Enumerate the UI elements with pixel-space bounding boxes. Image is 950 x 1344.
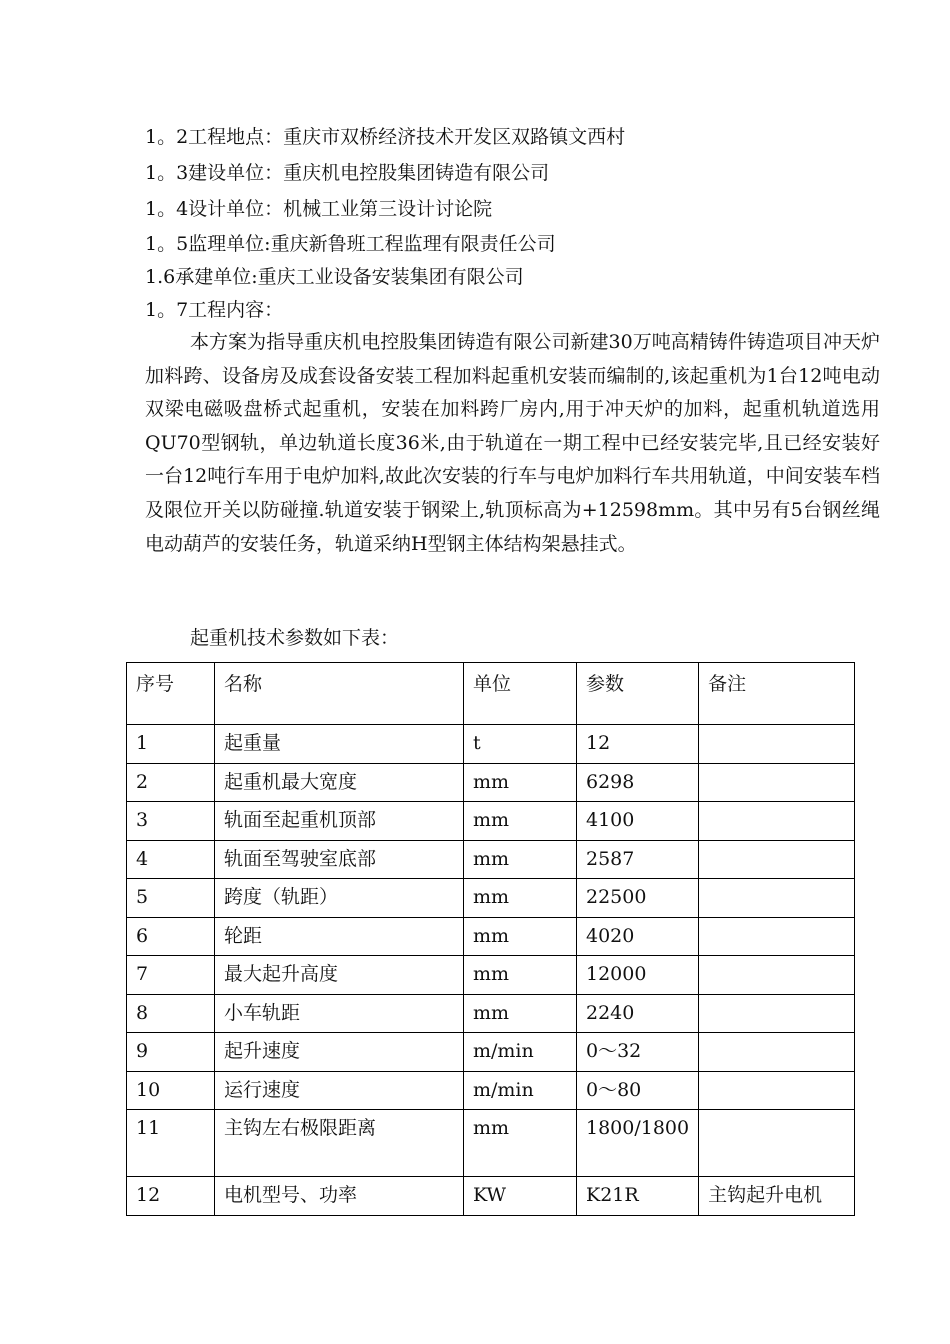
cell-unit: mm	[464, 994, 577, 1033]
cell-unit: KW	[464, 1177, 577, 1216]
header-unit: 单位	[464, 663, 577, 725]
cell-value: 0～32	[577, 1033, 699, 1072]
cell-index: 7	[127, 956, 215, 995]
info-line-content-heading: 1。7工程内容：	[145, 299, 284, 321]
info-line-contractor: 1.6承建单位:重庆工业设备安装集团有限公司	[145, 266, 524, 288]
cell-name: 小车轨距	[215, 994, 464, 1033]
cell-remark	[699, 1033, 855, 1072]
table-row	[127, 956, 855, 995]
cell-value: 2587	[577, 840, 699, 879]
cell-value: 22500	[577, 879, 699, 918]
cell-remark	[699, 763, 855, 802]
table-row	[127, 840, 855, 879]
table-row	[127, 994, 855, 1033]
cell-unit: mm	[464, 763, 577, 802]
cell-value: 12000	[577, 956, 699, 995]
cell-index: 8	[127, 994, 215, 1033]
cell-name: 轨面至起重机顶部	[215, 802, 464, 841]
header-remark: 备注	[699, 663, 855, 725]
cell-unit: mm	[464, 917, 577, 956]
cell-index: 2	[127, 763, 215, 802]
table-row	[127, 879, 855, 918]
table-row	[127, 763, 855, 802]
cell-name: 起升速度	[215, 1033, 464, 1072]
cell-remark	[699, 1071, 855, 1110]
cell-value: K21R	[577, 1177, 699, 1216]
cell-index: 9	[127, 1033, 215, 1072]
header-value: 参数	[577, 663, 699, 725]
cell-unit: mm	[464, 1110, 577, 1177]
cell-remark	[699, 802, 855, 841]
cell-name: 运行速度	[215, 1071, 464, 1110]
cell-index: 11	[127, 1110, 215, 1177]
table-header-row	[127, 663, 855, 725]
cell-index: 3	[127, 802, 215, 841]
cell-value: 12	[577, 725, 699, 764]
cell-index: 12	[127, 1177, 215, 1216]
cell-remark: 主钩起升电机	[699, 1177, 855, 1216]
table-row	[127, 1110, 855, 1177]
cell-index: 5	[127, 879, 215, 918]
header-index: 序号	[127, 663, 215, 725]
cell-remark	[699, 840, 855, 879]
cell-value: 4020	[577, 917, 699, 956]
table-row	[127, 1071, 855, 1110]
cell-name: 轮距	[215, 917, 464, 956]
cell-unit: mm	[464, 802, 577, 841]
cell-remark	[699, 725, 855, 764]
cell-remark	[699, 917, 855, 956]
cell-index: 1	[127, 725, 215, 764]
cell-value: 2240	[577, 994, 699, 1033]
cell-name: 主钩左右极限距离	[215, 1110, 464, 1177]
cell-name: 起重量	[215, 725, 464, 764]
cell-remark	[699, 1110, 855, 1177]
cell-unit: t	[464, 725, 577, 764]
cell-remark	[699, 994, 855, 1033]
cell-remark	[699, 879, 855, 918]
table-row	[127, 917, 855, 956]
info-line-designer: 1。4设计单位：机械工业第三设计讨论院	[145, 198, 493, 220]
info-line-owner: 1。3建设单位：重庆机电控股集团铸造有限公司	[145, 162, 550, 184]
cell-value: 6298	[577, 763, 699, 802]
cell-name: 起重机最大宽度	[215, 763, 464, 802]
cell-index: 4	[127, 840, 215, 879]
cell-unit: mm	[464, 956, 577, 995]
cell-unit: m/min	[464, 1071, 577, 1110]
table-row	[127, 802, 855, 841]
cell-unit: mm	[464, 879, 577, 918]
cell-unit: m/min	[464, 1033, 577, 1072]
project-description-paragraph: 本方案为指导重庆机电控股集团铸造有限公司新建30万吨高精铸件铸造项目冲天炉加料跨、设备房及成套设备安装工程加料起重机安装而编制的,该起重机为1台12吨电动双梁电磁吸盘桥式起重机，安装在加料跨厂房内,用于冲天炉的加料，起重机轨道选用QU70型钢轨，单边轨道长度36米,由于轨道在一期工程中已经安装完毕,且已经安装好一台12吨行车用于电炉加料,故此次安装的行车与电炉加料行车共用轨道，中间安装车档及限位开关以防碰撞.轨道安装于钢梁上,轨顶标高为+12598mm。其中另有5台钢丝绳电动葫芦的安装任务，轨道采纳H型钢主体结构架悬挂式。	[145, 331, 880, 555]
cell-index: 6	[127, 917, 215, 956]
cell-name: 轨面至驾驶室底部	[215, 840, 464, 879]
crane-parameters-table	[126, 662, 855, 1216]
table-row	[127, 725, 855, 764]
cell-value: 1800/1800	[577, 1110, 699, 1177]
cell-remark	[699, 956, 855, 995]
header-name: 名称	[215, 663, 464, 725]
cell-name: 最大起升高度	[215, 956, 464, 995]
cell-name: 电机型号、功率	[215, 1177, 464, 1216]
info-line-supervisor: 1。5监理单位:重庆新鲁班工程监理有限责任公司	[145, 233, 556, 255]
table-intro: 起重机技术参数如下表：	[190, 627, 400, 649]
cell-index: 10	[127, 1071, 215, 1110]
table-row	[127, 1033, 855, 1072]
table-row	[127, 1177, 855, 1216]
cell-unit: mm	[464, 840, 577, 879]
info-line-location: 1。2工程地点：重庆市双桥经济技术开发区双路镇文西村	[145, 126, 626, 148]
cell-value: 4100	[577, 802, 699, 841]
cell-value: 0～80	[577, 1071, 699, 1110]
cell-name: 跨度（轨距）	[215, 879, 464, 918]
